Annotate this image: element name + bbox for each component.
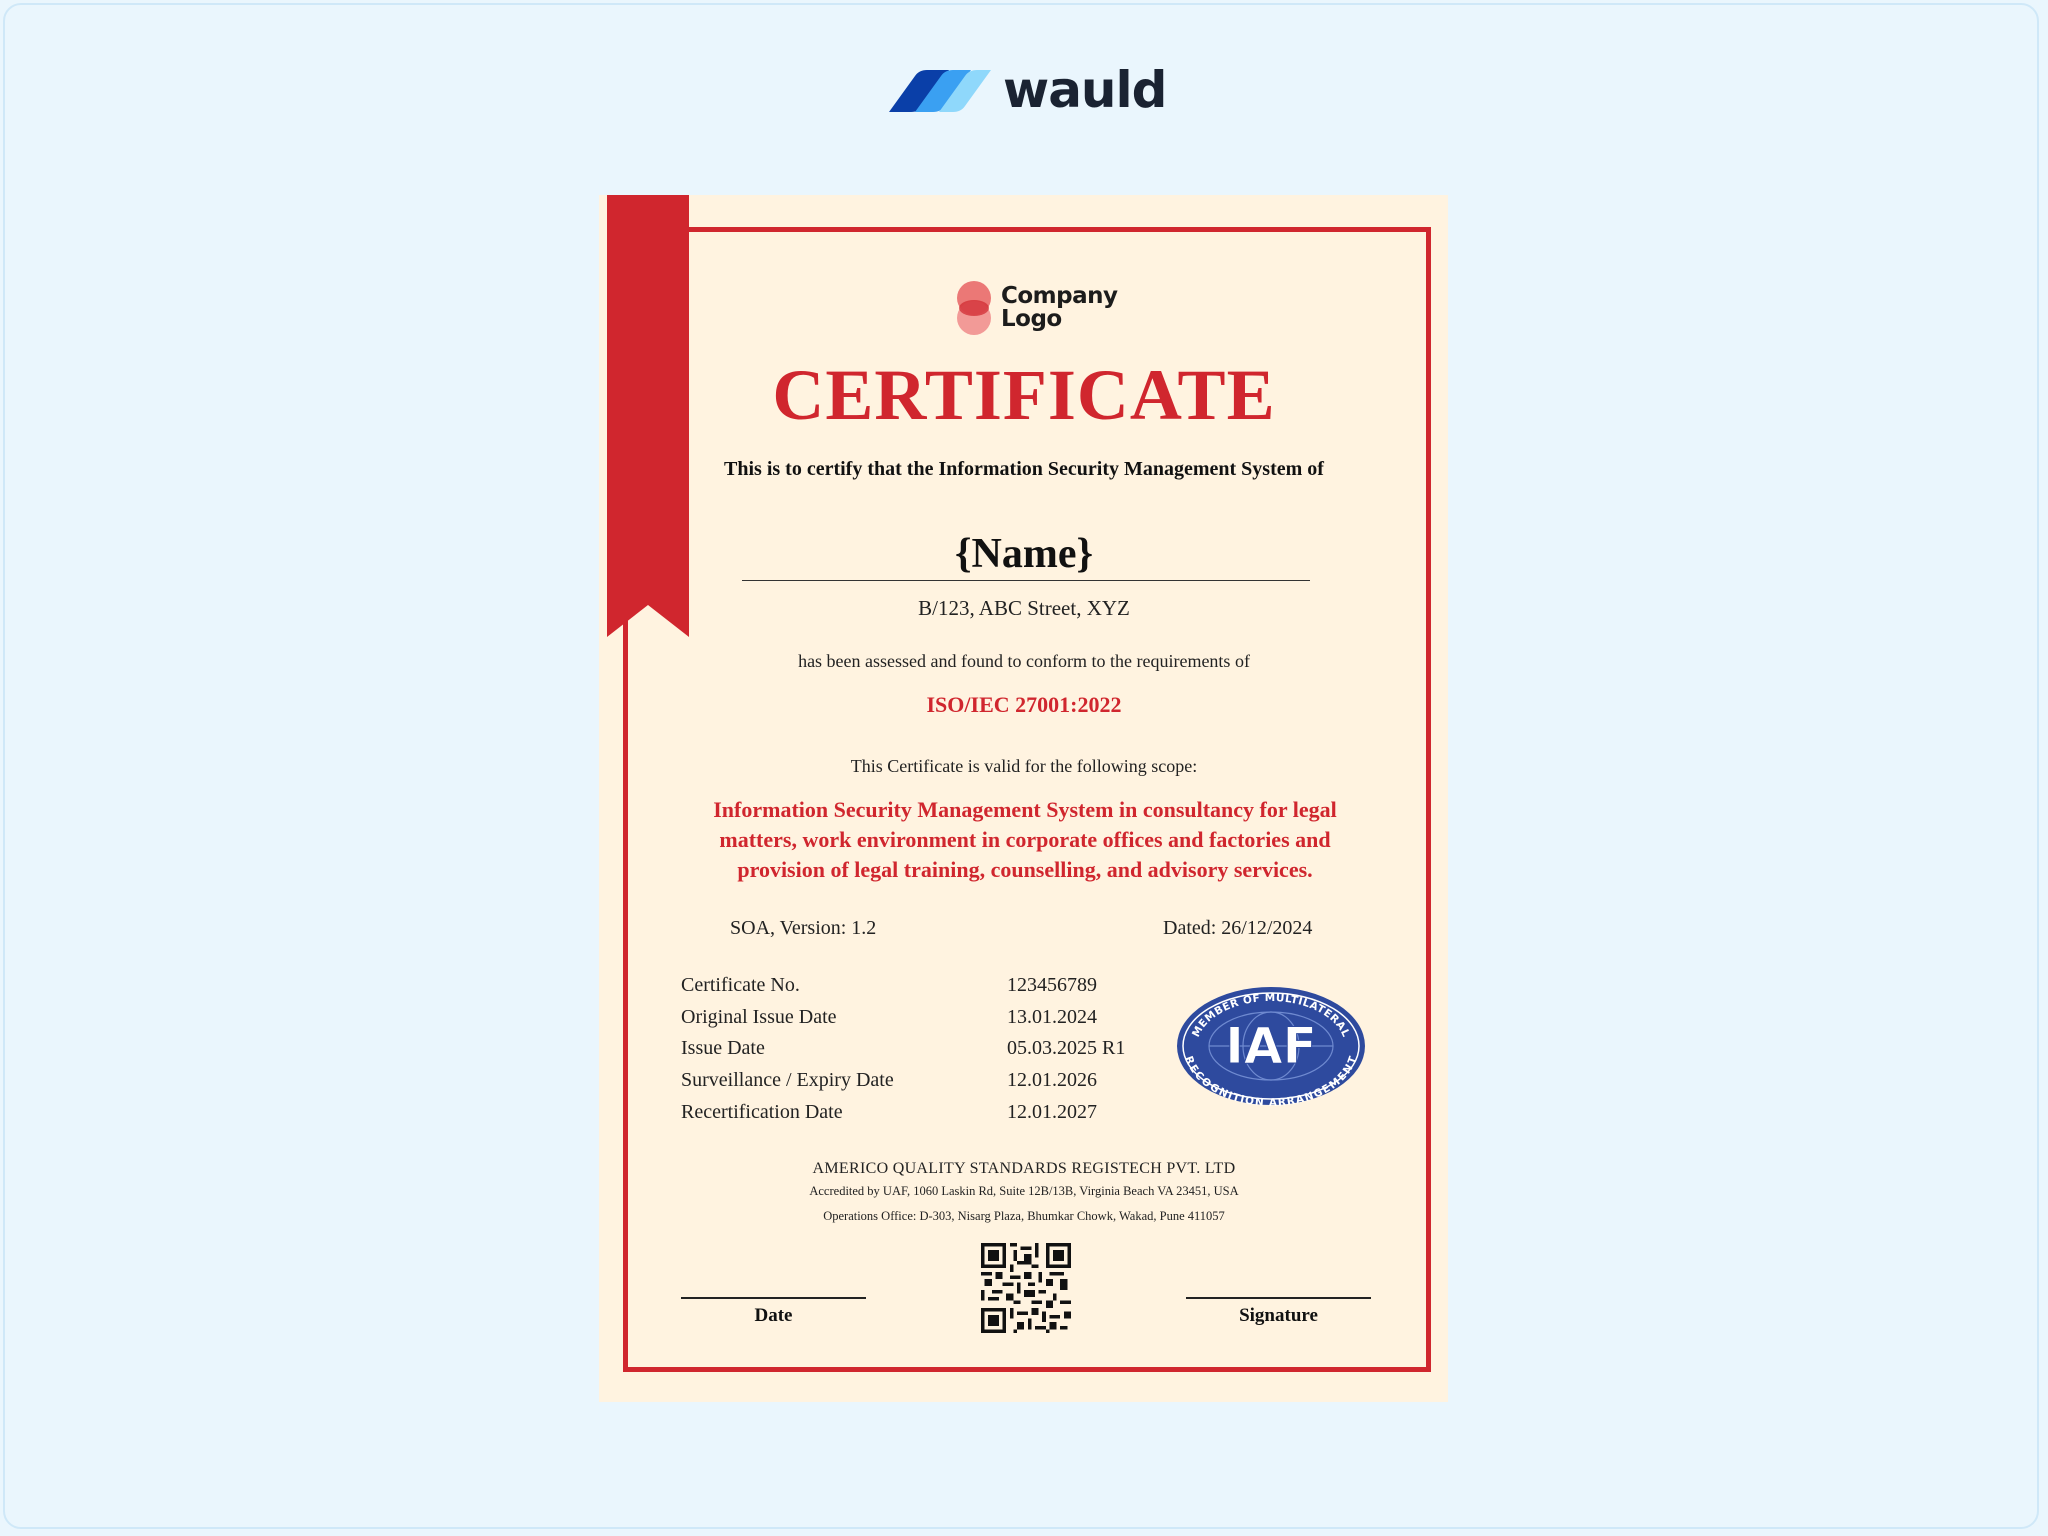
detail-value: 123456789	[1007, 974, 1097, 996]
iaf-bottom-arc-text: RECOGNITION ARRANGEMENT	[1182, 1054, 1360, 1107]
detail-row	[681, 1097, 1181, 1129]
scope-line: provision of legal training, counselling, and advisory services.	[737, 857, 1313, 882]
iaf-center-text: IAF	[1225, 1017, 1317, 1075]
assessed-text: has been assessed and found to conform to the requirements of	[798, 651, 1250, 671]
detail-value: 05.03.2025 R1	[1007, 1037, 1126, 1060]
qr-code-icon	[981, 1243, 1071, 1333]
detail-row	[681, 1065, 1181, 1097]
certificate-title: CERTIFICATE	[772, 355, 1276, 435]
brand-header	[885, 62, 1166, 118]
scope-line: matters, work environment in corporate offices and factories and	[719, 827, 1331, 852]
company-logo-icon	[955, 280, 993, 336]
intro-text: This is to certify that the Information Security Management System of	[724, 458, 1324, 480]
detail-row	[681, 1033, 1181, 1065]
date-line	[681, 1297, 866, 1299]
signature-line	[1186, 1297, 1371, 1299]
issuer-accreditation: Accredited by UAF, 1060 Laskin Rd, Suite 12B/13B, Virginia Beach VA 23451, USA	[809, 1184, 1239, 1198]
detail-value: 13.01.2024	[1007, 1005, 1097, 1028]
scope-text	[690, 795, 1360, 885]
detail-value: 12.01.2027	[1007, 1100, 1097, 1123]
date-label: Date	[754, 1305, 793, 1326]
logo-line-2: Logo	[1001, 306, 1062, 332]
detail-label: Issue Date	[681, 1037, 765, 1060]
iaf-top-arc-text: MEMBER OF MULTILATERAL	[1190, 991, 1352, 1040]
soa-version: SOA, Version: 1.2	[730, 917, 877, 939]
detail-row	[681, 970, 1181, 1002]
detail-label: Recertification Date	[681, 1100, 843, 1123]
recipient-name: {Name}	[954, 531, 1094, 577]
detail-value: 12.01.2026	[1007, 1069, 1097, 1092]
signature-label: Signature	[1239, 1305, 1318, 1326]
dated: Dated: 26/12/2024	[1163, 917, 1313, 939]
scope-line: Information Security Management System in consultancy for legal	[713, 797, 1337, 822]
issuer-company: AMERICO QUALITY STANDARDS REGISTECH PVT. LTD	[812, 1160, 1236, 1177]
iaf-seal-icon	[1175, 985, 1367, 1107]
name-underline	[742, 580, 1310, 581]
detail-label: Original Issue Date	[681, 1005, 837, 1028]
recipient-address: B/123, ABC Street, XYZ	[918, 596, 1130, 620]
valid-scope-text: This Certificate is valid for the following scope:	[850, 756, 1198, 776]
logo-line-1: Company	[1001, 283, 1118, 309]
company-logo	[955, 280, 1118, 336]
detail-label: Surveillance / Expiry Date	[681, 1069, 894, 1092]
brand-name: wauld	[1003, 61, 1167, 119]
issuer-operations-office: Operations Office: D-303, Nisarg Plaza, Bhumkar Chowk, Wakad, Pune 411057	[823, 1209, 1225, 1223]
detail-label: Certificate No.	[681, 974, 800, 996]
certificate-details	[681, 970, 1181, 1128]
detail-row	[681, 1002, 1181, 1034]
wauld-logo-icon	[885, 62, 995, 118]
standard-name: ISO/IEC 27001:2022	[926, 692, 1122, 717]
